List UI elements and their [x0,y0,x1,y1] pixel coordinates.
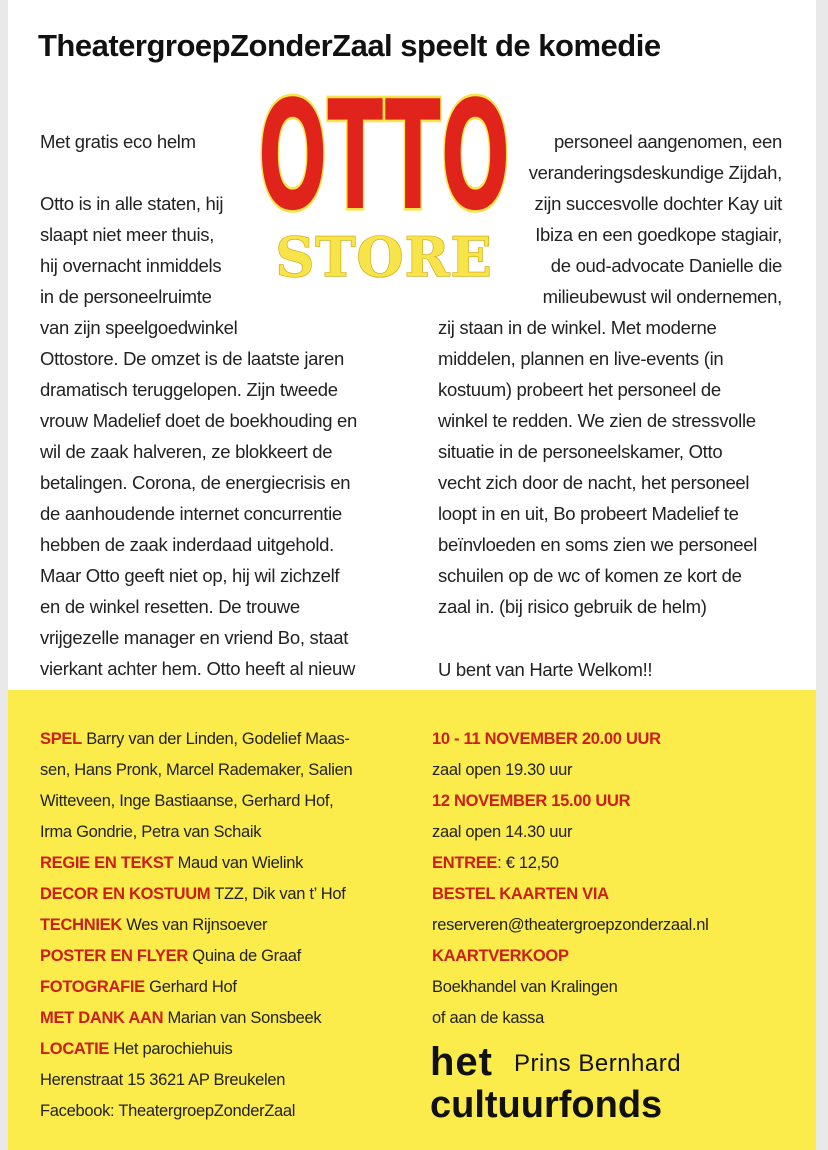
story-line: personeel aangenomen, een [553,131,782,152]
spel-names: Irma Gondrie, Petra van Schaik [40,823,262,841]
story-line: kostuum) probeert het personeel de [438,379,721,400]
credit-role-value: Het parochiehuis [109,1040,233,1058]
story-line: zijn succesvolle dochter Kay uit [534,193,782,214]
credit-role [40,972,400,1003]
credit-role-label: FOTOGRAFIE [40,978,145,996]
story-line: van zijn speelgoedwinkel [40,317,238,338]
story-line: milieubewust wil ondernemen, [542,286,782,307]
spel-line [40,786,400,817]
story-line: de oud-advocate Danielle die [550,255,782,276]
welcome-text: U bent van Harte Welkom!! [438,659,653,680]
story-line: veranderingsdeskundige Zijdah, [528,162,782,183]
credit-role-label: DECOR EN KOSTUUM [40,885,211,903]
cultuurfonds-logo [430,1040,730,1130]
credit-role-value: Marian van Sonsbeek [163,1009,322,1027]
credit-role [40,941,400,972]
story-line: wil de zaak halveren, ze blokkeert de [40,441,333,462]
story-line: Ibiza en een goedkope stagiair, [535,224,782,245]
story-line: hebben de zaak inderdaad uitgehold. [40,534,334,555]
date-2: 12 NOVEMBER 15.00 UUR [432,792,631,810]
story-intro: Met gratis eco helm [40,131,196,152]
credit-role [40,879,400,910]
fonds-het: het [430,1040,493,1084]
story-line: en de winkel resetten. De trouwe [40,596,300,617]
story-line: loopt in en uit, Bo probeert Madelief te [438,503,739,524]
story-line: slaapt niet meer thuis, [40,224,215,245]
story-line: vrouw Madelief doet de boekhouding en [40,410,357,431]
email-link[interactable]: reserveren@theatergroepzonderzaal.nl [432,916,709,934]
credit-role-label: REGIE EN TEKST [40,854,174,872]
credit-role-value: Wes van Rijnsoever [121,916,268,934]
kaartverkoop-label: KAARTVERKOOP [432,947,569,965]
story-line: in de personeelruimte [40,286,212,307]
bestel-label: BESTEL KAARTEN VIA [432,885,609,903]
flyer-page [8,0,816,1150]
story-line: vrijgezelle manager en vriend Bo, staat [40,627,349,648]
story-line: Ottostore. De omzet is de laatste jaren [40,348,344,369]
credit-role-label: POSTER EN FLYER [40,947,189,965]
spel-label: SPEL [40,730,82,748]
kaartverkoop-line-2: of aan de kassa [432,1009,544,1027]
spel-line [40,755,400,786]
spel-line [40,724,400,755]
story-line: winkel te redden. We zien de stressvolle [438,410,756,431]
open-time-2: zaal open 14.30 uur [432,823,573,841]
page-title: TheatergroepZonderZaal speelt de komedie [38,28,661,63]
open-time-1: zaal open 19.30 uur [432,761,573,779]
credits-list [40,724,400,1127]
otto-store-logo [257,68,511,289]
credit-role-label: MET DANK AAN [40,1009,164,1027]
entree [432,848,812,879]
fonds-cultuurfonds: cultuurfonds [430,1084,663,1126]
entree-label: ENTREE [432,854,498,872]
story-line: dramatisch teruggelopen. Zijn tweede [40,379,338,400]
story-line: schuilen op de wc of komen ze kort de [438,565,742,586]
story-line: vecht zich door de nacht, het personeel [438,472,750,493]
facebook-link[interactable]: Facebook: TheatergroepZonderZaal [40,1102,296,1120]
credits-spel [40,724,400,848]
logo-otto-text: OTTO [257,68,511,245]
story-line: zij staan in de winkel. Met moderne [438,317,717,338]
story-line: betalingen. Corona, de energiecrisis en [40,472,351,493]
spel-names: Witteveen, Inge Bastiaanse, Gerhard Hof, [40,792,334,810]
credit-role-label: TECHNIEK [40,916,122,934]
story-line: situatie in de personeelskamer, Otto [438,441,723,462]
spel-names: sen, Hans Pronk, Marcel Rademaker, Salien [40,761,353,779]
credit-role [40,910,400,941]
story-line: middelen, plannen en live-events (in [438,348,724,369]
spel-names: Barry van der Linden, Godelief Maas- [81,730,350,748]
credit-role [40,848,400,879]
fonds-prins-bernhard: Prins Bernhard [514,1050,682,1077]
logo-graphic [257,68,511,289]
entree-value: : € 12,50 [497,854,559,872]
story-line: beïnvloeden en soms zien we personeel [438,534,758,555]
spel-line [40,817,400,848]
credits-roles [40,848,400,1065]
credit-role-value: TZZ, Dik van t’ Hof [210,885,346,903]
story-line: Maar Otto geeft niet op, hij wil zichzelf [40,565,340,586]
credit-role-value: Quina de Graaf [188,947,301,965]
story-line: zaal in. (bij risico gebruik de helm) [438,596,707,617]
story-line: de aanhoudende internet concurrentie [40,503,342,524]
date-1: 10 - 11 NOVEMBER 20.00 UUR [432,730,661,748]
ticket-info [432,724,812,1034]
credit-role-label: LOCATIE [40,1040,110,1058]
story-line: hij overnacht inmiddels [40,255,222,276]
story-line: Otto is in alle staten, hij [40,193,224,214]
credit-role [40,1003,400,1034]
credit-role-value: Gerhard Hof [144,978,237,996]
story-line: vierkant achter hem. Otto heeft al nieuw [40,658,356,679]
credit-role [40,1034,400,1065]
logo-store-text: STORE [275,225,493,289]
address: Herenstraat 15 3621 AP Breukelen [40,1071,286,1089]
credit-role-value: Maud van Wielink [173,854,304,872]
kaartverkoop-line-1: Boekhandel van Kralingen [432,978,618,996]
